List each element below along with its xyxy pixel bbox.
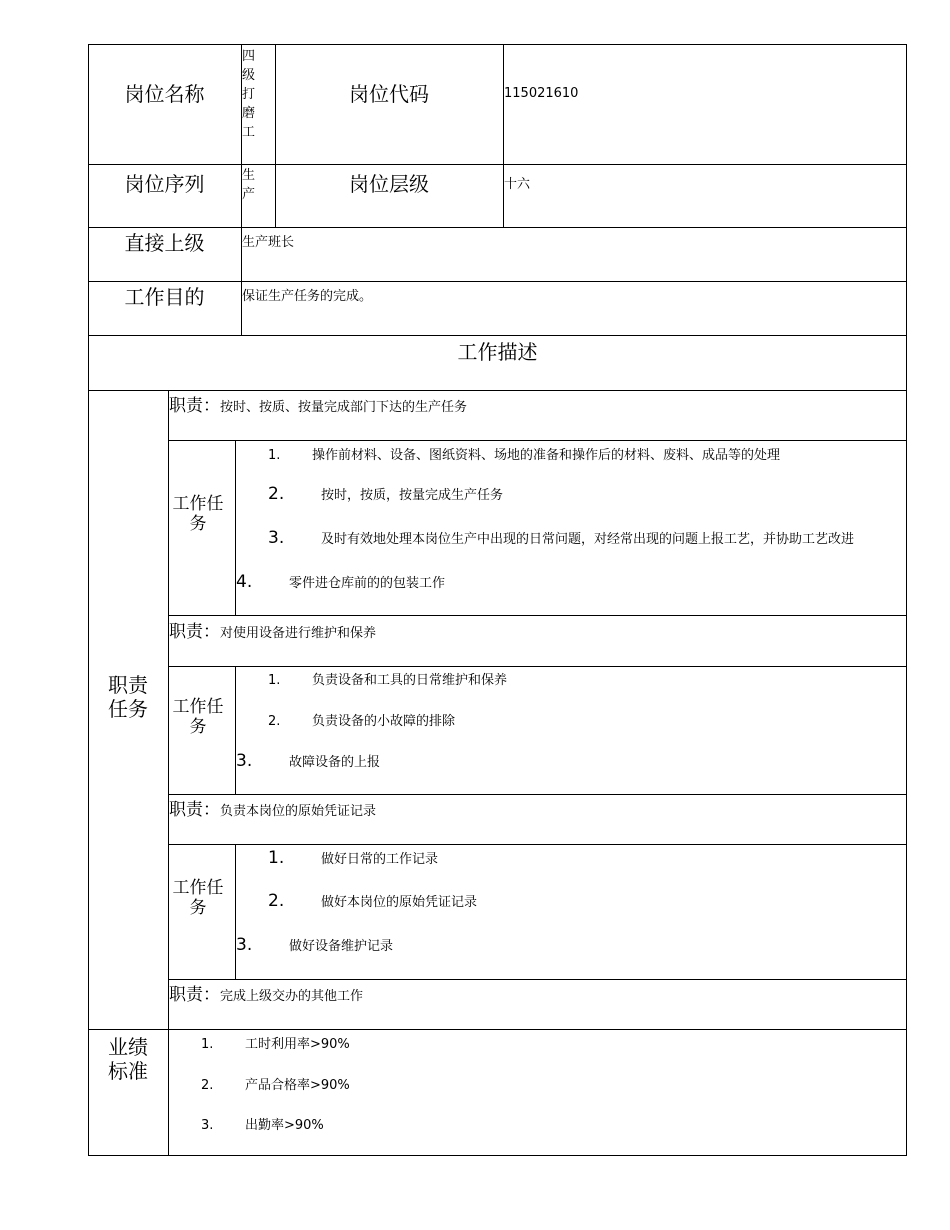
duty-prefix: 职责：	[169, 985, 220, 1005]
task-number: 2.	[268, 484, 285, 504]
duty-prefix: 职责：	[169, 622, 220, 642]
sequence-label: 岗位序列	[124, 172, 205, 196]
task-number: 3.	[236, 751, 253, 771]
duty-heading	[169, 396, 467, 416]
rule	[88, 390, 907, 391]
purpose-value: 保证生产任务的完成。	[242, 289, 373, 304]
rule	[168, 440, 907, 441]
task-text: 做好本岗位的原始凭证记录	[321, 895, 478, 910]
task-label: 工作任务	[172, 878, 224, 919]
rule	[235, 666, 236, 795]
duty-heading	[169, 985, 363, 1005]
duty-prefix: 职责：	[169, 396, 220, 416]
post-code-label: 岗位代码	[349, 82, 429, 106]
task-item	[268, 710, 455, 730]
performance-text: 工时利用率>90%	[245, 1037, 350, 1052]
task-item	[268, 444, 780, 464]
section-title: 工作描述	[457, 340, 538, 364]
task-text: 操作前材料、设备、图纸资料、场地的准备和操作后的材料、废料、成品等的处理	[312, 448, 781, 463]
rule	[168, 794, 907, 795]
rule	[88, 44, 89, 1156]
task-text: 负责设备的小故障的排除	[312, 714, 456, 729]
superior-label: 直接上级	[124, 231, 205, 255]
task-item	[236, 572, 445, 592]
duty-heading	[169, 622, 376, 642]
task-number: 3.	[236, 935, 253, 955]
rule	[88, 227, 907, 228]
task-text: 及时有效地处理本岗位生产中出现的日常问题，对经常出现的问题上报工艺，并协助工艺改进	[321, 532, 855, 547]
rule	[88, 1155, 907, 1156]
rule	[88, 44, 907, 45]
task-text: 按时，按质，按量完成生产任务	[321, 488, 504, 503]
superior-value: 生产班长	[242, 235, 295, 250]
task-number: 1.	[268, 673, 281, 688]
rule	[275, 44, 276, 228]
rule	[168, 615, 907, 616]
task-number: 1.	[268, 848, 285, 868]
performance-item	[201, 1033, 350, 1053]
performance-item	[201, 1074, 350, 1094]
task-item	[268, 848, 438, 868]
rule	[88, 281, 907, 282]
task-item	[268, 891, 477, 911]
task-number: 3.	[268, 528, 285, 548]
task-item	[236, 935, 393, 955]
task-item	[268, 669, 507, 689]
rule	[88, 335, 907, 336]
duty-text: 完成上级交办的其他工作	[220, 989, 364, 1004]
performance-item	[201, 1114, 324, 1134]
post-name-label: 岗位名称	[124, 82, 205, 106]
task-text: 做好日常的工作记录	[321, 852, 439, 867]
task-number: 4.	[236, 572, 253, 592]
sequence-value: 生产	[242, 168, 256, 202]
rule	[168, 979, 907, 980]
purpose-label: 工作目的	[124, 285, 205, 309]
duties-label: 职责任务	[108, 673, 148, 721]
task-text: 负责设备和工具的日常维护和保养	[312, 673, 508, 688]
performance-text: 出勤率>90%	[245, 1118, 324, 1133]
level-label: 岗位层级	[349, 172, 429, 196]
performance-number: 3.	[201, 1118, 214, 1133]
performance-number: 1.	[201, 1037, 214, 1052]
task-text: 零件进仓库前的的包装工作	[289, 576, 446, 591]
task-item	[268, 484, 503, 504]
duty-prefix: 职责：	[169, 800, 220, 820]
rule	[168, 666, 907, 667]
task-text: 做好设备维护记录	[289, 939, 394, 954]
performance-label: 业绩标准	[108, 1035, 148, 1083]
rule	[168, 844, 907, 845]
performance-number: 2.	[201, 1078, 214, 1093]
task-item	[268, 528, 854, 548]
task-text: 故障设备的上报	[289, 755, 381, 770]
performance-text: 产品合格率>90%	[245, 1078, 350, 1093]
duty-text: 负责本岗位的原始凭证记录	[220, 804, 377, 819]
level-value: 十六	[504, 177, 531, 192]
rule	[88, 1029, 907, 1030]
rule	[235, 844, 236, 980]
post-name-value: 四级打磨工	[242, 49, 256, 140]
post-code-value: 115021610	[504, 86, 579, 101]
task-number: 2.	[268, 891, 285, 911]
task-label: 工作任务	[172, 697, 224, 738]
task-label: 工作任务	[172, 494, 224, 535]
duty-heading	[169, 800, 376, 820]
rule	[88, 164, 907, 165]
rule	[503, 44, 504, 228]
duty-text: 按时、按质、按量完成部门下达的生产任务	[220, 400, 468, 415]
duty-text: 对使用设备进行维护和保养	[220, 626, 377, 641]
rule	[906, 44, 907, 1156]
task-item	[236, 751, 380, 771]
task-number: 2.	[268, 714, 281, 729]
task-number: 1.	[268, 448, 281, 463]
